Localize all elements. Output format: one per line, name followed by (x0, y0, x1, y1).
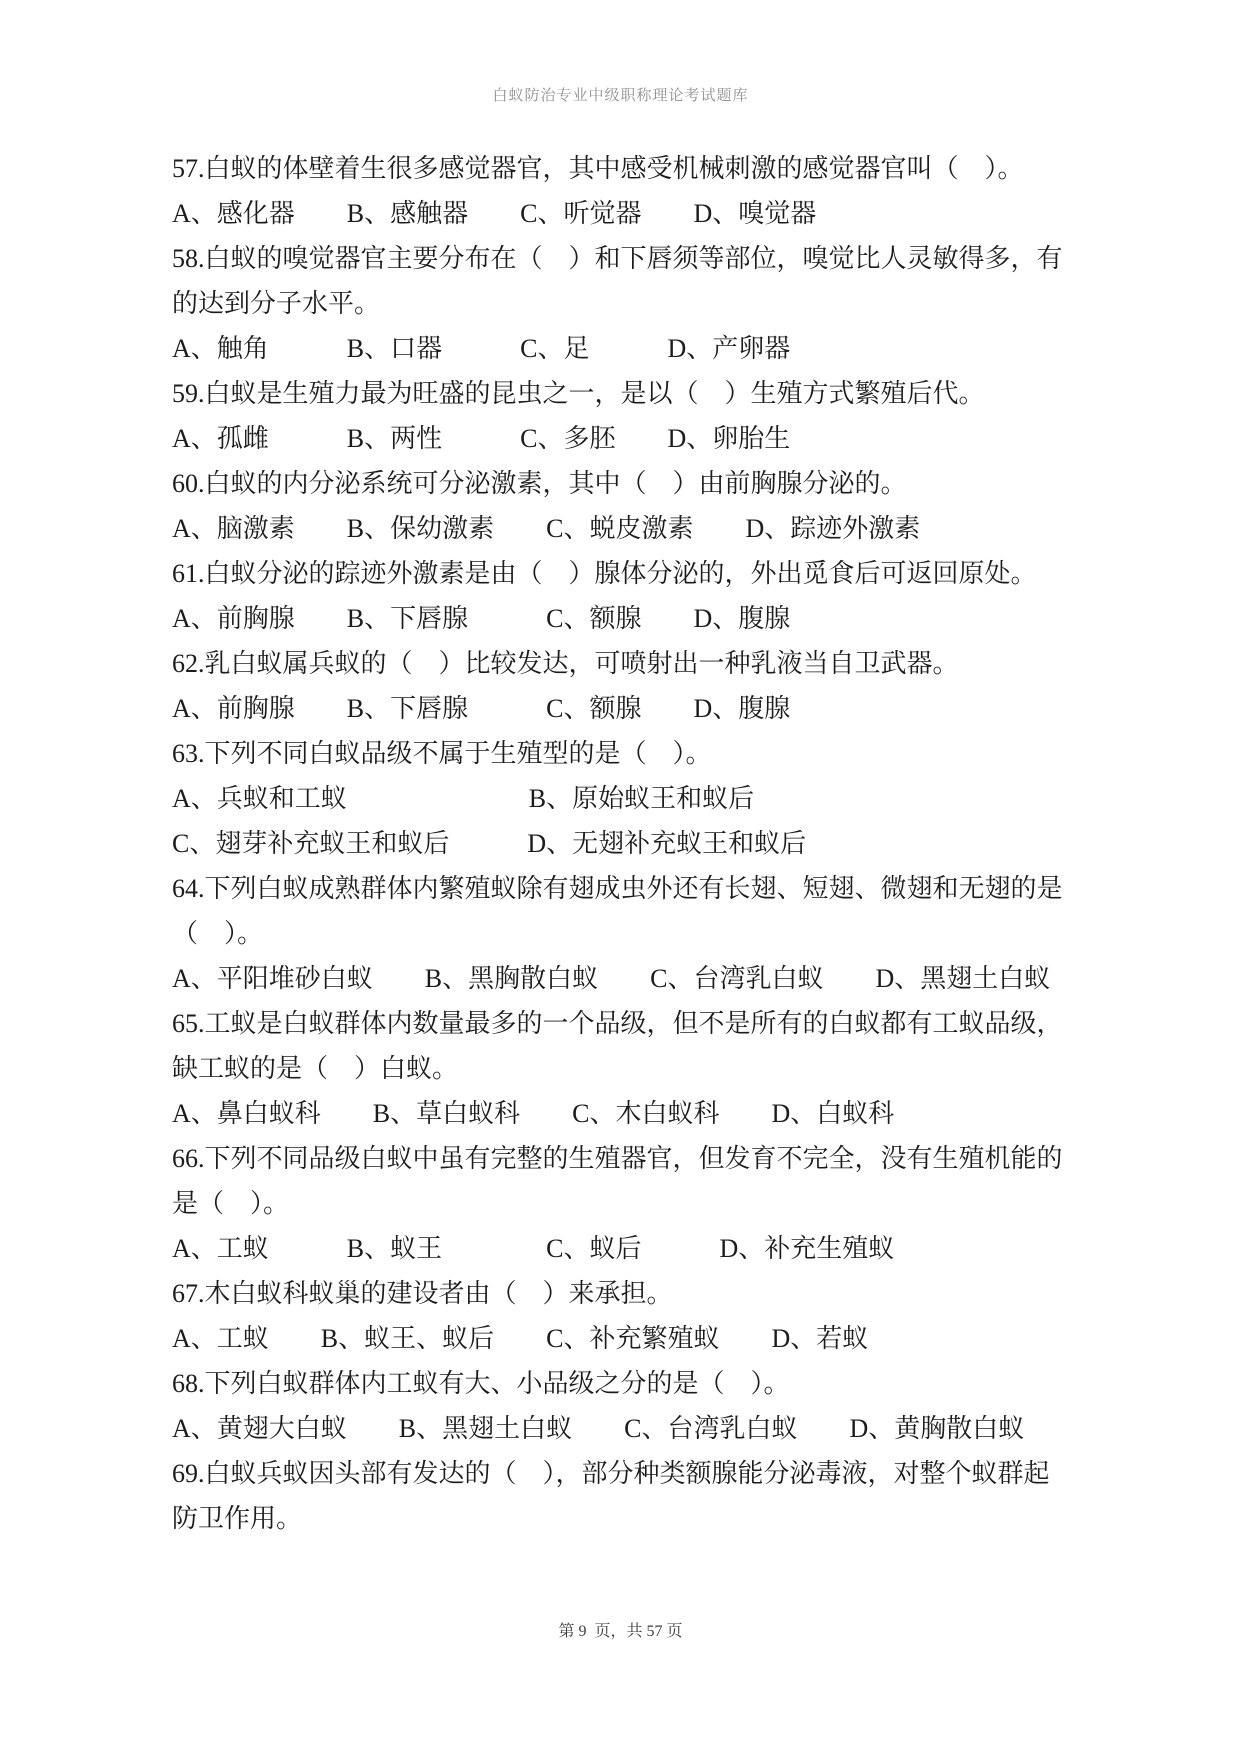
question-line-57: 57.白蚁的体壁着生很多感觉器官，其中感受机械刺激的感觉器官叫（ ）。 (172, 154, 1024, 183)
question-line-63: 63.下列不同白蚁品级不属于生殖型的是（ ）。 (172, 739, 712, 768)
question-line-67: 67.木白蚁科蚁巢的建设者由（ ）来承担。 (172, 1279, 673, 1308)
question-line-68: 68.下列白蚁群体内工蚁有大、小品级之分的是（ ）。 (172, 1369, 790, 1398)
question-line-58: 58.白蚁的嗅觉器官主要分布在（ ）和下唇须等部位，嗅觉比人灵敏得多，有 (172, 244, 1063, 273)
question-line-62: 62.乳白蚁属兵蚁的（ ）比较发达，可喷射出一种乳液当自卫武器。 (172, 649, 959, 678)
options-line-64: A、平阳堆砂白蚁 B、黑胸散白蚁 C、台湾乳白蚁 D、黑翅土白蚁 (172, 964, 1051, 993)
options-line-61: A、前胸腺 B、下唇腺 C、额腺 D、腹腺 (172, 604, 791, 633)
options-line-59: A、孤雌 B、两性 C、多胚 D、卵胎生 (172, 424, 791, 453)
question-line-64-cont: （ ）。 (172, 919, 264, 948)
options-line-58: A、触角 B、口器 C、足 D、产卵器 (172, 334, 791, 363)
question-line-65-cont: 缺工蚁的是（ ）白蚁。 (172, 1054, 459, 1083)
options-line-66: A、工蚁 B、蚁王 C、蚁后 D、补充生殖蚁 (172, 1234, 895, 1263)
question-line-66-cont: 是（ ）。 (172, 1189, 290, 1218)
options-line-63-cd: C、翅芽补充蚁王和蚁后 D、无翅补充蚁王和蚁后 (172, 829, 807, 858)
options-line-65: A、鼻白蚁科 B、草白蚁科 C、木白蚁科 D、白蚁科 (172, 1099, 895, 1128)
question-line-66: 66.下列不同品级白蚁中虽有完整的生殖器官，但发育不完全，没有生殖机能的 (172, 1144, 1063, 1173)
document-header-title: 白蚁防治专业中级职称理论考试题库 (492, 88, 749, 104)
options-line-60: A、脑激素 B、保幼激素 C、蜕皮激素 D、踪迹外激素 (172, 514, 921, 543)
question-line-58-cont: 的达到分子水平。 (172, 289, 381, 318)
question-line-64: 64.下列白蚁成熟群体内繁殖蚁除有翅成虫外还有长翅、短翅、微翅和无翅的是 (172, 874, 1063, 903)
options-line-62: A、前胸腺 B、下唇腺 C、额腺 D、腹腺 (172, 694, 791, 723)
question-line-61: 61.白蚁分泌的踪迹外激素是由（ ）腺体分泌的，外出觅食后可返回原处。 (172, 559, 1037, 588)
options-line-63-ab: A、兵蚁和工蚁 B、原始蚁王和蚁后 (172, 784, 755, 813)
question-line-69: 69.白蚁兵蚁因头部有发达的（ ），部分种类额腺能分泌毒液，对整个蚁群起 (172, 1459, 1050, 1488)
question-line-65: 65.工蚁是白蚁群体内数量最多的一个品级，但不是所有的白蚁都有工蚁品级， (172, 1009, 1063, 1038)
page-number-footer: 第 9 页，共 57 页 (558, 1623, 683, 1640)
question-line-60: 60.白蚁的内分泌系统可分泌激素，其中（ ）由前胸腺分泌的。 (172, 469, 907, 498)
question-line-69-cont: 防卫作用。 (172, 1504, 303, 1533)
options-line-68: A、黄翅大白蚁 B、黑翅土白蚁 C、台湾乳白蚁 D、黄胸散白蚁 (172, 1414, 1025, 1443)
options-line-67: A、工蚁 B、蚁王、蚁后 C、补充繁殖蚁 D、若蚁 (172, 1324, 869, 1353)
document-body (172, 146, 1112, 1541)
question-line-59: 59.白蚁是生殖力最为旺盛的昆虫之一，是以（ ）生殖方式繁殖后代。 (172, 379, 985, 408)
options-line-57: A、感化器 B、感触器 C、听觉器 D、嗅觉器 (172, 199, 817, 228)
